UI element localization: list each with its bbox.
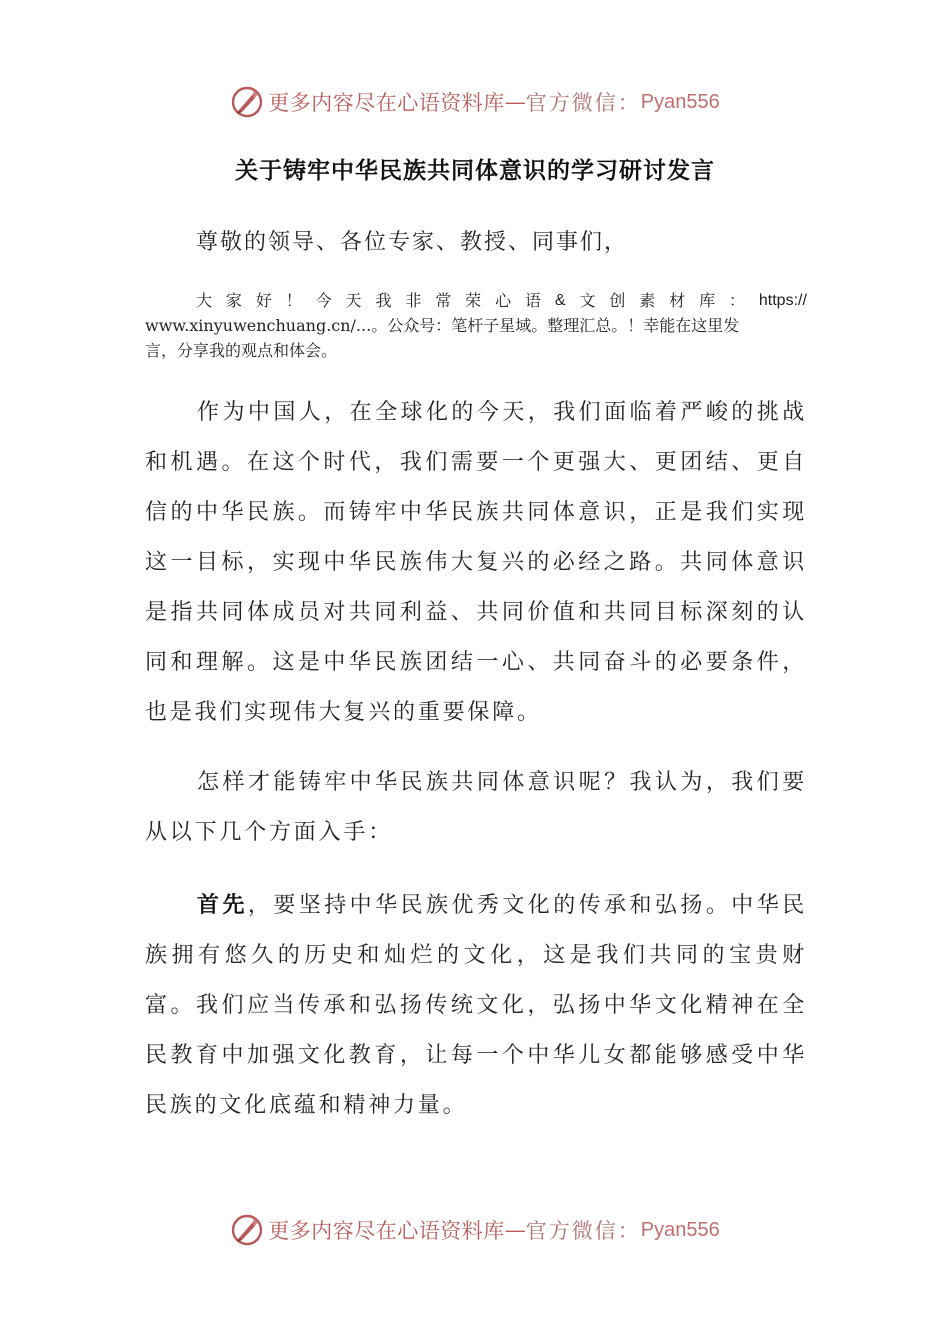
banner-wechat-label: 官方微信： [525, 91, 641, 115]
intro-line-1 [145, 288, 807, 313]
intro-line-1-char: https:// [758, 292, 807, 309]
banner-wechat-label: 官方微信： [525, 1219, 641, 1243]
intro-line-1-char: ： [728, 291, 745, 310]
paragraph-2: 怎样才能铸牢中华民族共同体意识呢？我认为，我们要从以下几个方面入手： [145, 770, 807, 845]
intro-line-1-char: 大 [196, 291, 213, 310]
document-title: 关于铸牢中华民族共同体意识的学习研讨发言 [235, 157, 715, 184]
intro-line-1-char: 文 [579, 291, 596, 310]
pen-logo-icon [230, 85, 264, 119]
banner-separator: — [504, 1218, 526, 1242]
banner-site-text: 更多内容尽在心语资料库 [268, 1219, 505, 1243]
intro-line-1-char: 素 [639, 291, 656, 310]
paragraph-3 [145, 880, 807, 1131]
paragraph-3-lead: 首先 [197, 892, 248, 918]
intro-line-1-char: 荣 [465, 291, 482, 310]
paragraph-1: 作为中国人，在全球化的今天，我们面临着严峻的挑战和机遇。在这个时代，我们需要一个更强大、更团结、更自信的中华民族。而铸牢中华民族共同体意识，正是我们实现这一目标，实现中华民族伟大复兴的必经之路。共同体意识是指共同体成员对共同利益、共同价值和共同目标深刻的认同和理解。这是中华民族团结一心、共同奋斗的必要条件，也是我们实现伟大复兴的重要保障。 [145, 400, 807, 725]
intro-line-1-char: 语 [524, 291, 541, 310]
intro-line-1-char: 家 [225, 291, 242, 310]
intro-line-1-char: 心 [495, 291, 512, 310]
banner-wechat-id: Pyan556 [640, 1218, 720, 1241]
intro-line-1-char: ！ [285, 291, 302, 310]
intro-line-1-char: 常 [435, 291, 452, 310]
banner-wechat-id: Pyan556 [640, 90, 720, 113]
greeting-line: 尊敬的领导、各位专家、教授、同事们， [196, 230, 629, 255]
banner-separator: — [504, 90, 526, 114]
intro-line-1-char: 库 [699, 291, 716, 310]
pen-logo-icon [230, 1213, 264, 1247]
banner-site-text: 更多内容尽在心语资料库 [268, 91, 505, 115]
intro-line-1-char: 今 [315, 291, 332, 310]
footer-banner [0, 1210, 950, 1250]
intro-block [145, 288, 807, 363]
intro-line-1-char: 非 [405, 291, 422, 310]
intro-line-1-char: 创 [609, 291, 626, 310]
intro-line-3: 言，分享我的观点和体会。 [145, 341, 338, 360]
intro-line-1-char: 好 [255, 291, 272, 310]
paragraph-3-body: ，要坚持中华民族优秀文化的传承和弘扬。中华民族拥有悠久的历史和灿烂的文化，这是我们共同的宝贵财富。我们应当传承和弘扬传统文化，弘扬中华文化精神在全民教育中加强文化教育，让每一个中华儿女都能够感受中华民族的文化底蕴和精神力量。 [145, 893, 807, 1118]
intro-line-2: www.xinyuwenchuang.cn/...。公众号：笔杆子星域。整理汇总。！幸能在这里发 [145, 316, 740, 335]
intro-line-1-char: 我 [375, 291, 392, 310]
intro-line-1-char: 天 [345, 291, 362, 310]
intro-line-1-char: & [554, 292, 566, 309]
intro-line-1-char: 材 [669, 291, 686, 310]
header-banner [0, 82, 950, 122]
